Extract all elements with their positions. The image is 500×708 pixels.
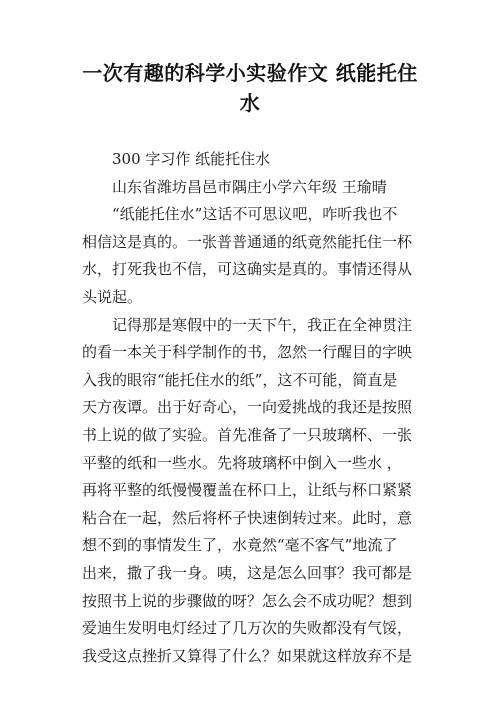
body-line: 按照书上说的步骤做的呀？怎么会不成功呢？想到 [82,591,413,610]
document-body [82,146,422,670]
body-line: 入我的眼帘“能托住水的纸”，这不可能，简直是 [82,370,398,389]
body-line: 我受这点挫折又算得了什么？如果就这样放弃不是 [82,646,413,665]
body-line: 出来，撒了我一身。咦，这是怎么回事？我可都是 [82,563,413,582]
document-title [60,58,440,118]
body-line: 水，打死我也不信，可这确实是真的。事情还得从 [82,260,413,279]
body-line: 记得那是寒假中的一天下午，我正在全神贯注 [112,315,413,334]
body-line: 想不到的事情发生了，水竟然“毫不客气”地流了 [82,536,398,555]
body-line: 山东省潍坊昌邑市隅庄小学六年级 王瑜晴 [112,177,387,196]
body-line: 粘合在一起，然后将杯子快速倒转过来。此时，意 [82,508,413,527]
body-line: 再将平整的纸慢慢覆盖在杯口上，让纸与杯口紧紧 [82,481,413,500]
body-line: 爱迪生发明电灯经过了几万次的失败都没有气馁， [82,619,413,638]
body-line: 相信这是真的。一张普普通通的纸竟然能托住一杯 [82,232,413,251]
body-line: “纸能托住水”这话不可思议吧，咋听我也不 [112,205,398,224]
body-line: 头说起。 [82,287,143,306]
body-line: 的看一本关于科学制作的书，忽然一行醒目的字映 [82,343,413,362]
body-line: 300 字习作 纸能托住水 [112,150,271,168]
title-line-1: 一次有趣的科学小实验作文 纸能托住 [82,61,418,85]
body-line: 书上说的做了实验。首先准备了一只玻璃杯、一张 [82,425,413,444]
body-line: 天方夜谭。出于好奇心，一向爱挑战的我还是按照 [82,398,413,417]
body-line: 平整的纸和一些水。先将玻璃杯中倒入一些水 ， [82,453,402,472]
title-line-2: 水 [239,91,261,115]
